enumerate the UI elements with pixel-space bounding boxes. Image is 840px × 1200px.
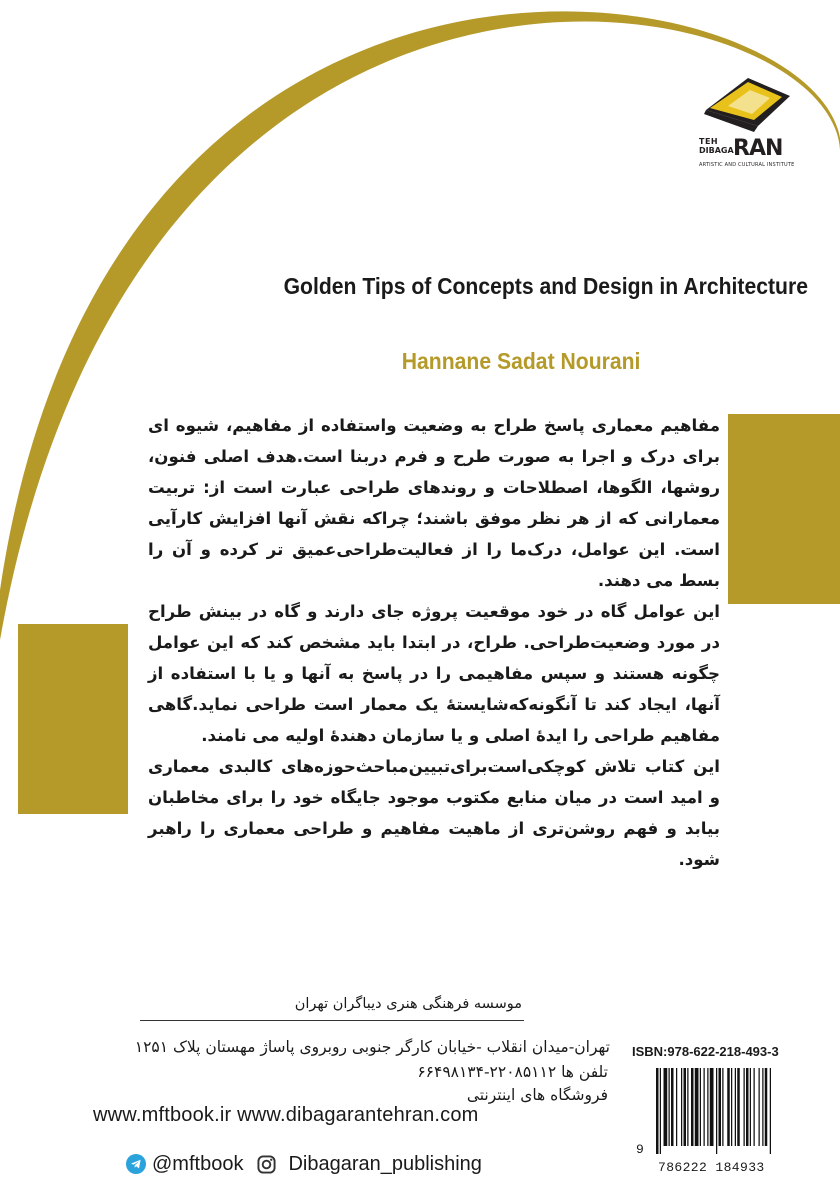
telegram-icon — [126, 1154, 146, 1174]
barcode-bar — [684, 1068, 687, 1146]
barcode-bar — [754, 1068, 755, 1146]
barcode-bar — [669, 1068, 670, 1146]
social-links — [126, 1150, 482, 1178]
barcode-bar — [750, 1068, 751, 1146]
barcode-bar — [681, 1068, 682, 1146]
publisher-address: تهران-میدان انقلاب -خیابان کارگر جنوبی روبروی پاساژ مهستان پلاک ۱۲۵۱ — [134, 1038, 610, 1056]
online-stores-label: فروشگاه های اینترنتی — [466, 1086, 608, 1104]
isbn-label: ISBN:978-622-218-493-3 — [632, 1044, 779, 1059]
gold-square-left — [18, 624, 128, 814]
barcode-bar — [731, 1068, 732, 1146]
barcode-bar — [676, 1068, 677, 1146]
barcode-bar — [695, 1068, 699, 1146]
barcode-bar — [759, 1068, 760, 1146]
barcode-bar — [704, 1068, 705, 1146]
publisher-name: موسسه فرهنگی هنری دیباگران تهران — [294, 996, 522, 1012]
barcode-bar — [746, 1068, 749, 1146]
book-title-english: Golden Tips of Concepts and Design in Architecture — [283, 273, 808, 299]
description-paragraph-3: این کتاب تلاش کوچکی‌است‌برای‌تبیین‌مباحث‌حوزه‌های کالبدی معماری و امید است در میان منابع مکتوب موجود جایگاه خود را برای مخاطبان بیابد و فهم روشن‌تری از ماهیت مفاهیم و طراحی معماری را راهبر شود. — [148, 757, 720, 869]
barcode-bar — [727, 1068, 730, 1146]
logo-text-ran: RAN — [733, 136, 783, 161]
book-description — [148, 410, 720, 875]
barcode-bar — [671, 1068, 674, 1146]
barcode-digits: 786222 184933 — [658, 1160, 765, 1175]
logo-text-teh: TEH — [699, 137, 719, 146]
barcode-bar — [700, 1068, 701, 1146]
barcode-bar — [770, 1068, 771, 1154]
publisher-divider — [140, 1020, 524, 1021]
barcode-bar — [660, 1068, 661, 1154]
barcode-bar — [664, 1068, 668, 1146]
barcode-bar — [707, 1068, 708, 1146]
author-name: Hannane Sadat Nourani — [401, 348, 640, 374]
logo-text-dibaga: DIBAGA — [699, 146, 734, 155]
publisher-websites[interactable]: www.mftbook.ir www.dibagarantehran.com — [93, 1104, 479, 1126]
instagram-handle[interactable]: Dibagaran_publishing — [288, 1152, 482, 1175]
barcode-bar — [735, 1068, 736, 1146]
barcode-bar — [716, 1068, 717, 1154]
description-paragraph-1: مفاهیم معماری پاسخ طراح به وضعیت واستفاده از مفاهیم، شیوه ای برای درک و اجرا به صورت طرح و فرم دربنا است.هدف اصلی فنون، روشها، الگوها، اصطلاحات و روندهای طراحی عبارت است از: تربیت معمارانی که از هر نظر موفق باشند؛ چراکه نقش آنها افزایش کارآیی است. این عوامل، درک‌ما را از فعالیت‌طراحی‌عمیق تر کرده و آن را بسط می دهند. — [148, 416, 720, 590]
description-paragraph-2: این عوامل گاه در خود موقعیت پروژه جای دارند و گاه در بینش طراح در مورد وضعیت‌طراحی. طراح، در ابتدا باید مشخص کند که این عوامل چگونه هستند و سپس مفاهیمی را در پاسخ به آنها و یا با استفاده از آنها، ایجاد کند تا آنگونه‌که‌شایستۀ یک معمار است طراحی نماید.گاهی مفاهیم طراحی را ایدۀ اصلی و یا سازمان دهندۀ اولیه می نامند. — [148, 602, 720, 745]
barcode-bar — [687, 1068, 688, 1146]
barcode-bar — [710, 1068, 714, 1146]
barcode-bar — [719, 1068, 722, 1146]
isbn-barcode — [654, 1068, 816, 1154]
barcode-bar — [691, 1068, 694, 1146]
instagram-icon — [257, 1155, 276, 1174]
barcode-bar — [762, 1068, 763, 1146]
barcode-bar — [656, 1068, 659, 1154]
barcode-bar — [765, 1068, 768, 1146]
barcode-bar — [737, 1068, 740, 1146]
barcode-bar — [744, 1068, 745, 1146]
telegram-handle[interactable]: @mftbook — [152, 1152, 244, 1175]
gold-square-right — [728, 414, 840, 604]
logo-subtitle: ARTISTIC AND CULTURAL INSTITUTE — [699, 162, 795, 168]
publisher-phone: تلفن ها ۲۲۰۸۵۱۱۲-۶۶۴۹۸۱۳۴ — [417, 1063, 608, 1081]
barcode-lead-digit: 9 — [636, 1142, 644, 1157]
barcode-bar — [722, 1068, 723, 1146]
